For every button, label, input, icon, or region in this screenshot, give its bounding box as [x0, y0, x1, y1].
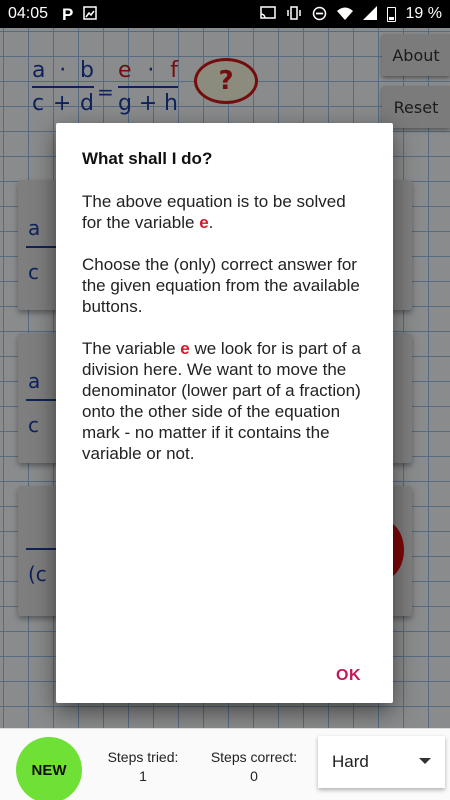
- dialog-paragraph-2: Choose the (only) correct answer for the given equation from the available buttons.: [82, 255, 360, 316]
- steps-correct: [204, 749, 304, 784]
- eq-letter: f: [170, 58, 178, 83]
- eq-letter: h: [164, 91, 178, 116]
- dialog-text: we look for is part of a division here. We want to move the denominator (lower part of a fraction) onto the other side of the equation mark - no matter if it contains the variable or not.: [82, 339, 361, 463]
- card-denominator: c: [28, 413, 39, 437]
- vibrate-icon: [286, 6, 302, 22]
- image-icon: [83, 6, 97, 22]
- clock: 04:05: [8, 5, 49, 22]
- difficulty-dropdown[interactable]: [318, 736, 445, 788]
- help-dialog: [56, 123, 393, 703]
- steps-tried-value: 1: [139, 768, 147, 784]
- eq-operator: +: [138, 91, 158, 116]
- new-button[interactable]: NEW: [16, 737, 82, 800]
- card-fragment: (c: [28, 562, 47, 586]
- card-numerator: a: [28, 216, 41, 240]
- dialog-variable: e: [199, 213, 209, 232]
- ok-button[interactable]: OK: [336, 667, 361, 684]
- steps-tried-label: Steps tried:: [107, 749, 179, 765]
- status-bar: [0, 0, 450, 28]
- eq-letter: b: [80, 58, 94, 83]
- eq-letter: a: [32, 58, 46, 83]
- about-button[interactable]: About: [382, 34, 450, 76]
- dialog-text: The variable: [82, 339, 181, 358]
- eq-variable: e: [118, 58, 132, 83]
- dropdown-arrow-icon: [419, 758, 431, 764]
- do-not-disturb-icon: [312, 6, 327, 23]
- steps-tried: [102, 749, 184, 784]
- eq-operator: ·: [59, 58, 67, 83]
- wifi-icon: [337, 7, 353, 22]
- steps-correct-label: Steps correct:: [210, 749, 298, 765]
- dialog-paragraph-3: [82, 338, 367, 464]
- card-numerator: a: [28, 369, 41, 393]
- eq-letter: c: [32, 91, 45, 116]
- equals-sign: =: [97, 80, 114, 104]
- dialog-text: .: [208, 213, 214, 232]
- eq-letter: d: [80, 91, 94, 116]
- eq-letter: g: [118, 91, 132, 116]
- question-mark: ?: [218, 66, 234, 96]
- dialog-text: The above equation is to be solved for the variable: [82, 192, 346, 232]
- dialog-paragraph-1: [82, 191, 367, 233]
- battery-percent: 19 %: [405, 5, 442, 22]
- battery-icon: [387, 7, 396, 22]
- eq-operator: +: [52, 91, 72, 116]
- difficulty-value: Hard: [332, 752, 369, 771]
- parking-icon: P: [62, 4, 74, 24]
- dialog-variable: e: [180, 339, 190, 358]
- reset-button[interactable]: Reset: [382, 86, 450, 128]
- cast-icon: [260, 6, 276, 22]
- dialog-title: What shall I do?: [82, 149, 213, 168]
- card-denominator: c: [28, 260, 39, 284]
- eq-operator: ·: [147, 58, 155, 83]
- steps-correct-value: 0: [250, 768, 258, 784]
- signal-icon: [363, 6, 377, 22]
